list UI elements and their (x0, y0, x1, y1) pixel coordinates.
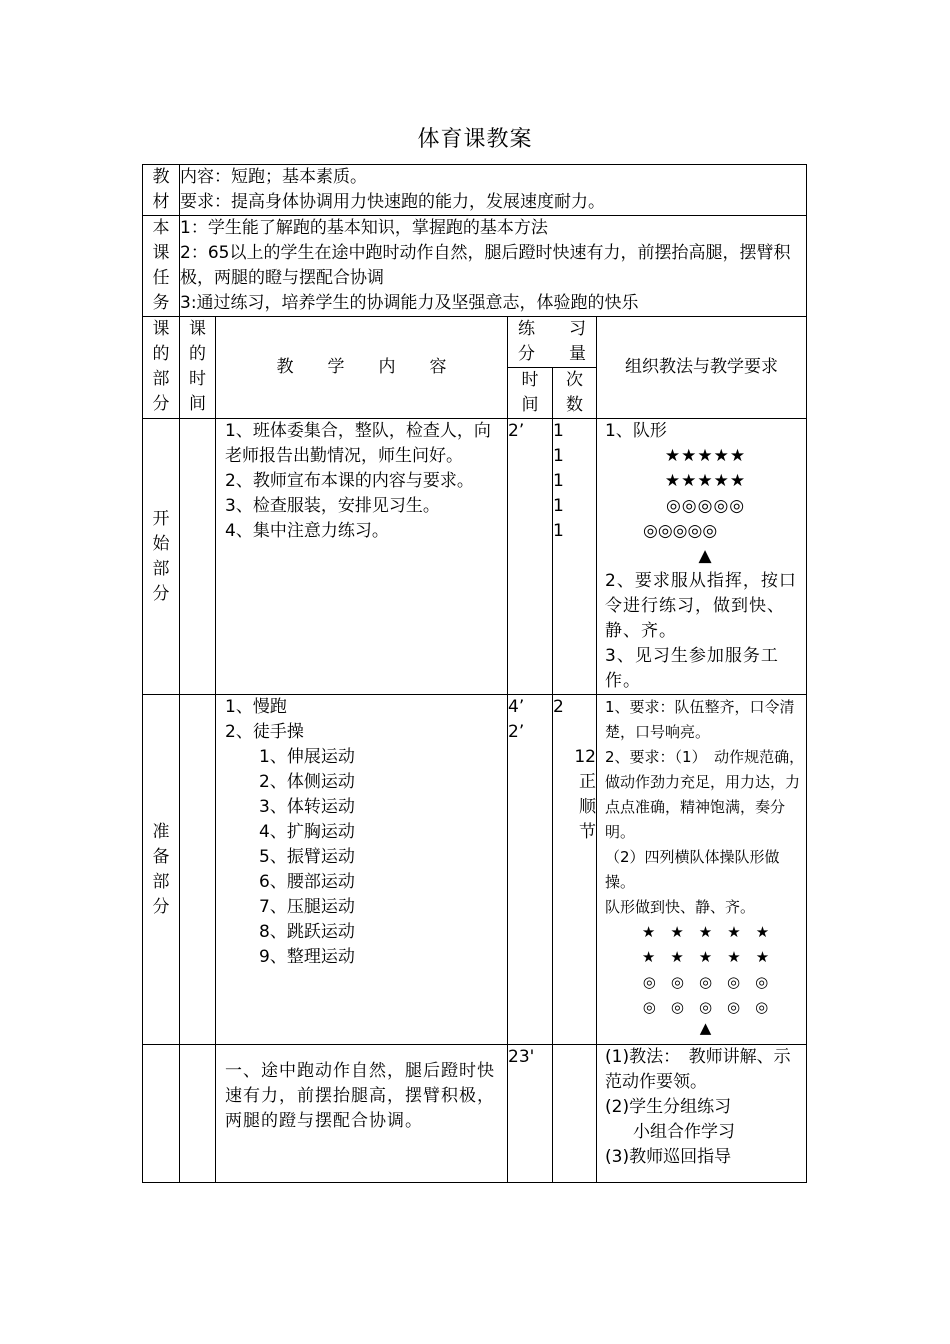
start-method: 1、队形 ★★★★★ ★★★★★ ◎◎◎◎◎ ◎◎◎◎◎ ▲ 2、要求服从指挥，按口令进行练习，做到快、静、齐。 3、见习生参加服务工作。 (597, 419, 807, 695)
header-method: 组织教法与教学要求 (597, 317, 807, 419)
row-prep (143, 695, 807, 1045)
start-content: 1、班体委集合，整队，检查人，向老师报告出勤情况，师生问好。 2、教师宣布本课的内容与要求。 3、检查服装，安排见习生。 4、集中注意力练习。 (216, 419, 508, 695)
label-renwu: 本 课 任 务 (143, 216, 180, 317)
prep-content: 1、慢跑 2、徒手操 1、伸展运动 2、体侧运动 3、体转运动 4、扩胸运动 5、振臂运动 6、腰部运动 7、压腿运动 8、跳跃运动 9、整理运动 (216, 695, 508, 1045)
header-content: 教 学 内 容 (216, 317, 508, 419)
header-sub-count: 次 数 (553, 368, 597, 419)
renwu-item-2: 2：65以上的学生在途中跑时动作自然，腿后蹬时快速有力，前摆抬高腿，摆臂积极，两腿的瞪与摆配合协调 (180, 243, 791, 288)
basic-time: 23' (508, 1045, 553, 1183)
header-row-1 (143, 317, 807, 368)
prep-method: 1、要求：队伍整齐，口令清楚，口号响亮。 2、要求：（1） 动作规范确，做动作劲力充足，用力达，力点点准确，精神饱满，奏分明。 （2）四列横队体操队形做操。 队形做到快、静、齐。 ★ ★ ★ ★ ★ ★ ★ ★ ★ ★ ◎ ◎ ◎ ◎ ◎ ◎ ◎ ◎ ◎ ◎ ▲ (597, 695, 807, 1045)
renwu-item-1: 1：学生能了解跑的基本知识，掌握跑的基本方法 (180, 218, 548, 238)
label-start: 开 始 部 分 (143, 419, 180, 695)
header-sub-time: 时 间 (508, 368, 553, 419)
formation-row: ◎ ◎ ◎ ◎ ◎ (642, 973, 769, 991)
formation-row: ◎◎◎◎◎ (665, 496, 746, 516)
start-counts: 1 1 1 1 1 (553, 419, 597, 695)
prep-time-col (180, 695, 216, 1045)
formation-row: ★★★★★ (664, 471, 747, 491)
label-prep: 准 备 部 分 (143, 695, 180, 1045)
row-start (143, 419, 807, 695)
label-jiaocai: 教 材 (143, 165, 180, 216)
start-time: 2’ (508, 419, 553, 695)
start-time-col (180, 419, 216, 695)
prep-times: 4’ 2’ (508, 695, 553, 1045)
basic-label-col (143, 1045, 180, 1183)
header-practice: 练 习 分 量 (508, 317, 597, 368)
formation-row: ★ ★ ★ ★ ★ (641, 923, 770, 941)
jiaocai-cell (180, 165, 807, 216)
document-title: 体育课教案 (417, 127, 533, 152)
basic-time-col (180, 1045, 216, 1183)
formation-row: ◎◎◎◎◎ (643, 521, 718, 541)
renwu-item-3: 3:通过练习，培养学生的协调能力及坚强意志，体验跑的快乐 (180, 293, 639, 313)
formation-teacher: ▲ (698, 546, 713, 566)
basic-count (553, 1045, 597, 1183)
basic-content: 一、途中跑动作自然，腿后蹬时快速有力，前摆抬腿高，摆臂积极，两腿的蹬与摆配合协调。 (216, 1045, 508, 1183)
formation-teacher: ▲ (699, 1019, 712, 1037)
renwu-cell (180, 216, 807, 317)
jiaocai-requirement: 要求：提高身体协调用力快速跑的能力，发展速度耐力。 (180, 192, 605, 212)
formation-row: ★ ★ ★ ★ ★ (641, 948, 770, 966)
header-part: 课 的 部 分 (143, 317, 180, 419)
jiaocai-content: 内容：短跑；基本素质。 (180, 167, 367, 187)
basic-method: (1)教法： 教师讲解、示范动作要领。 (2)学生分组练习 小组合作学习 (3)教师巡回指导 (597, 1045, 807, 1183)
formation-row: ◎ ◎ ◎ ◎ ◎ (642, 998, 769, 1016)
row-jiaocai (143, 165, 807, 216)
lesson-plan-table (142, 164, 807, 1183)
row-basic (143, 1045, 807, 1183)
row-renwu (143, 216, 807, 317)
header-time: 课 的 时 间 (180, 317, 216, 419)
formation-row: ★★★★★ (664, 446, 747, 466)
prep-count: 2 12 正 顺 节 (553, 695, 597, 1045)
